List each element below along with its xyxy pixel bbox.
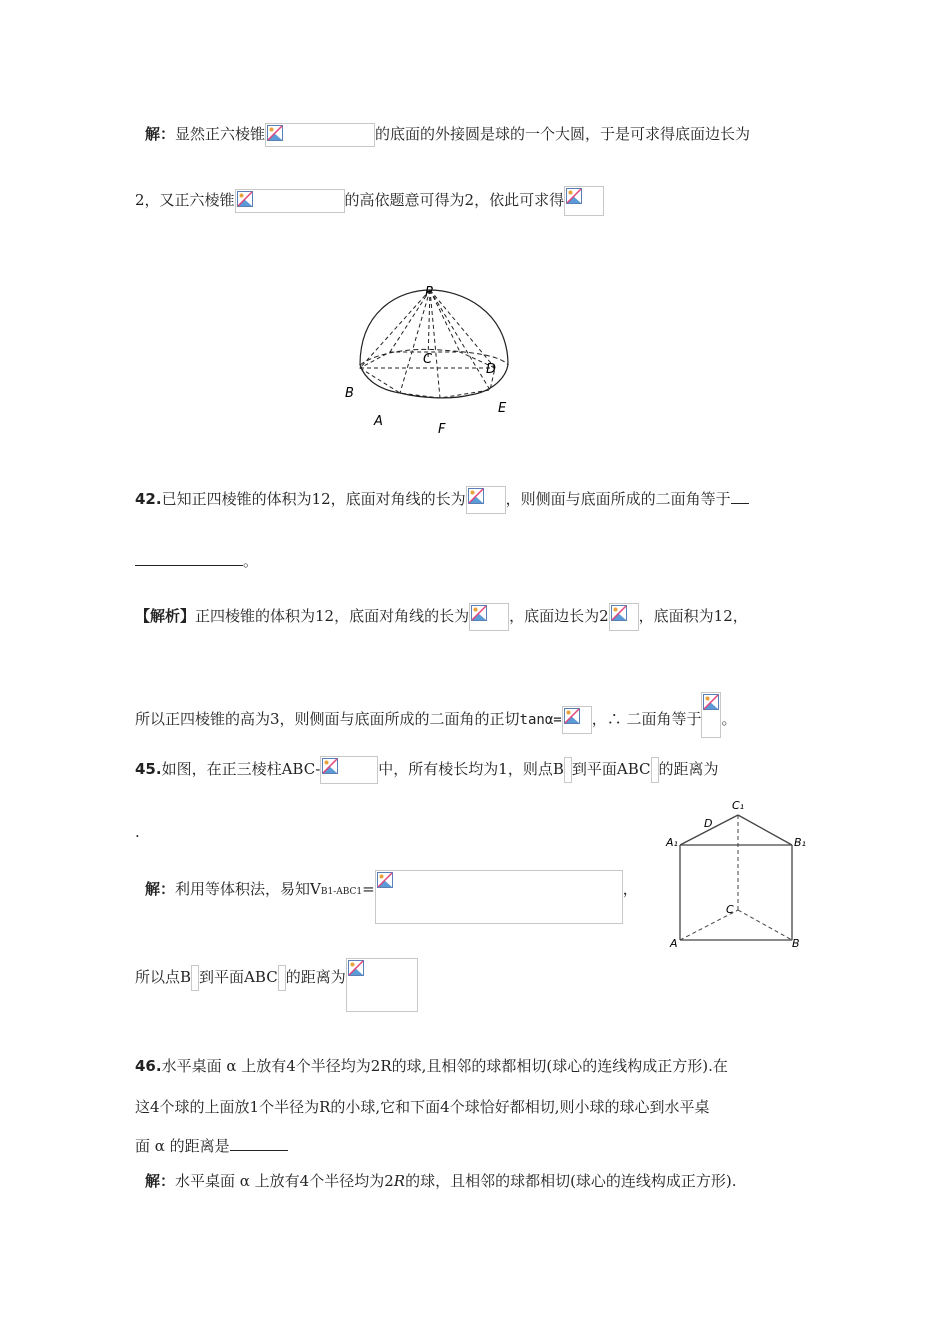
text: 到平面 xyxy=(571,760,617,778)
text: = xyxy=(362,880,375,898)
text: 的距离为 xyxy=(285,968,346,986)
formula-image xyxy=(562,706,592,734)
solution-label: 解： xyxy=(145,1172,176,1190)
broken-image-icon xyxy=(322,758,338,774)
text: 所以点 xyxy=(135,968,181,986)
text: 的球，且相邻的球都相切(球心的连线构成正方形). xyxy=(405,1172,737,1190)
label-D: D xyxy=(704,817,713,830)
text: V xyxy=(310,880,321,898)
text: 的高依题意可得为2，依此可求得 xyxy=(344,191,565,209)
text: 如图，在正三棱柱 xyxy=(161,760,282,778)
question-45-cont xyxy=(135,821,140,843)
text: 2，又正六棱锥 xyxy=(135,191,235,209)
text: 所以正四棱锥的高为3，则侧面与底面所成的二面角的正切 xyxy=(135,710,520,728)
question-46-line-2 xyxy=(135,1096,709,1118)
text: 。 xyxy=(721,710,737,728)
text: ，∴ 二面角等于 xyxy=(591,710,702,728)
prism-figure xyxy=(660,795,815,955)
text: . xyxy=(135,823,140,841)
broken-image-icon xyxy=(377,872,393,888)
text: ABC xyxy=(244,968,278,986)
label-A: A xyxy=(670,937,678,950)
answer-blank xyxy=(230,1136,288,1151)
text: 的距离为 xyxy=(658,760,719,778)
text: ，底面边长为2 xyxy=(509,607,609,625)
broken-image-icon xyxy=(267,125,283,141)
text: ，则侧面与底面所成的二面角等于 xyxy=(505,490,731,508)
formula-image xyxy=(701,692,721,738)
label-C: C xyxy=(726,903,734,916)
text: ABC xyxy=(616,760,651,778)
formula-image xyxy=(564,757,572,783)
broken-image-icon xyxy=(237,191,253,207)
solution-line-2 xyxy=(135,186,604,216)
text: B xyxy=(552,760,564,778)
hemisphere-figure xyxy=(340,280,530,440)
text: 已知正四棱锥的体积为12，底面对角线的长为 xyxy=(161,490,466,508)
label-B1: B₁ xyxy=(794,836,806,849)
label-A1: A₁ xyxy=(666,836,678,849)
text: 。 xyxy=(243,552,259,570)
question-number: 46. xyxy=(135,1057,162,1075)
broken-image-icon xyxy=(703,694,719,710)
label-B: B xyxy=(792,937,800,950)
broken-image-icon xyxy=(468,488,484,504)
question-42-cont xyxy=(135,550,258,572)
formula-image xyxy=(320,756,378,784)
answer-42-line-1 xyxy=(135,603,748,631)
question-number: 45. xyxy=(135,760,162,778)
formula-image xyxy=(265,123,375,147)
label-A: A xyxy=(374,414,383,429)
broken-image-icon xyxy=(566,188,582,204)
broken-image-icon xyxy=(348,960,364,976)
answer-46 xyxy=(145,1170,737,1192)
text: 这4个球的上面放1个半径为R的小球,它和下面4个球恰好都相切,则小球的球心到水平桌 xyxy=(135,1098,710,1116)
text: tanα= xyxy=(519,712,562,728)
formula-image xyxy=(278,965,286,991)
text: 正四棱锥的体积为12，底面对角线的长为 xyxy=(195,607,470,625)
label-E: E xyxy=(498,401,507,416)
answer-45-line-1 xyxy=(145,870,638,924)
formula-image xyxy=(651,757,659,783)
question-45 xyxy=(135,756,719,784)
formula-image xyxy=(466,486,506,514)
answer-45-line-2 xyxy=(135,958,418,1012)
label-C: C xyxy=(423,352,433,367)
answer-blank xyxy=(135,551,243,566)
text: ， xyxy=(622,880,638,898)
question-number: 42. xyxy=(135,490,162,508)
formula-image xyxy=(346,958,418,1012)
formula-image xyxy=(609,603,639,631)
label-B: B xyxy=(345,386,354,401)
label-P: P xyxy=(425,285,433,300)
broken-image-icon xyxy=(611,605,627,621)
label-C1: C₁ xyxy=(732,799,745,812)
answer-blank xyxy=(731,489,749,504)
question-46-line-3 xyxy=(135,1135,288,1157)
text: ABC- xyxy=(281,760,321,778)
text: ，底面积为12， xyxy=(638,607,748,625)
text: 到平面 xyxy=(199,968,245,986)
text: 水平桌面 α 上放有4个半径均为2R的球,且相邻的球都相切(球心的连线构成正方形).在 xyxy=(161,1057,728,1075)
solution-line-1 xyxy=(145,123,750,147)
formula-image xyxy=(235,189,345,213)
solution-label: 解： xyxy=(145,880,176,898)
text: 利用等体积法，易知 xyxy=(175,880,311,898)
text: 显然正六棱锥 xyxy=(175,125,266,143)
broken-image-icon xyxy=(471,605,487,621)
text: B xyxy=(180,968,192,986)
formula-image xyxy=(564,186,604,216)
formula-image xyxy=(375,870,623,924)
label-F: F xyxy=(438,422,446,437)
text: R xyxy=(393,1172,406,1190)
text: 面 α 的距离是 xyxy=(135,1137,230,1155)
question-42 xyxy=(135,486,749,514)
analysis-label: 【解析】 xyxy=(135,607,196,625)
answer-42-line-2 xyxy=(135,692,737,738)
text: 中，所有棱长均为1，则点 xyxy=(378,760,553,778)
formula-image xyxy=(191,965,199,991)
text: 的底面的外接圆是球的一个大圆，于是可求得底面边长为 xyxy=(375,125,751,143)
text: 水平桌面 α 上放有4个半径均为2 xyxy=(175,1172,394,1190)
formula-image xyxy=(469,603,509,631)
broken-image-icon xyxy=(564,708,580,724)
question-46-line-1 xyxy=(135,1055,728,1077)
subscript: B1-ABC1 xyxy=(320,887,363,897)
solution-label: 解： xyxy=(145,125,176,143)
label-D: D xyxy=(486,362,497,377)
